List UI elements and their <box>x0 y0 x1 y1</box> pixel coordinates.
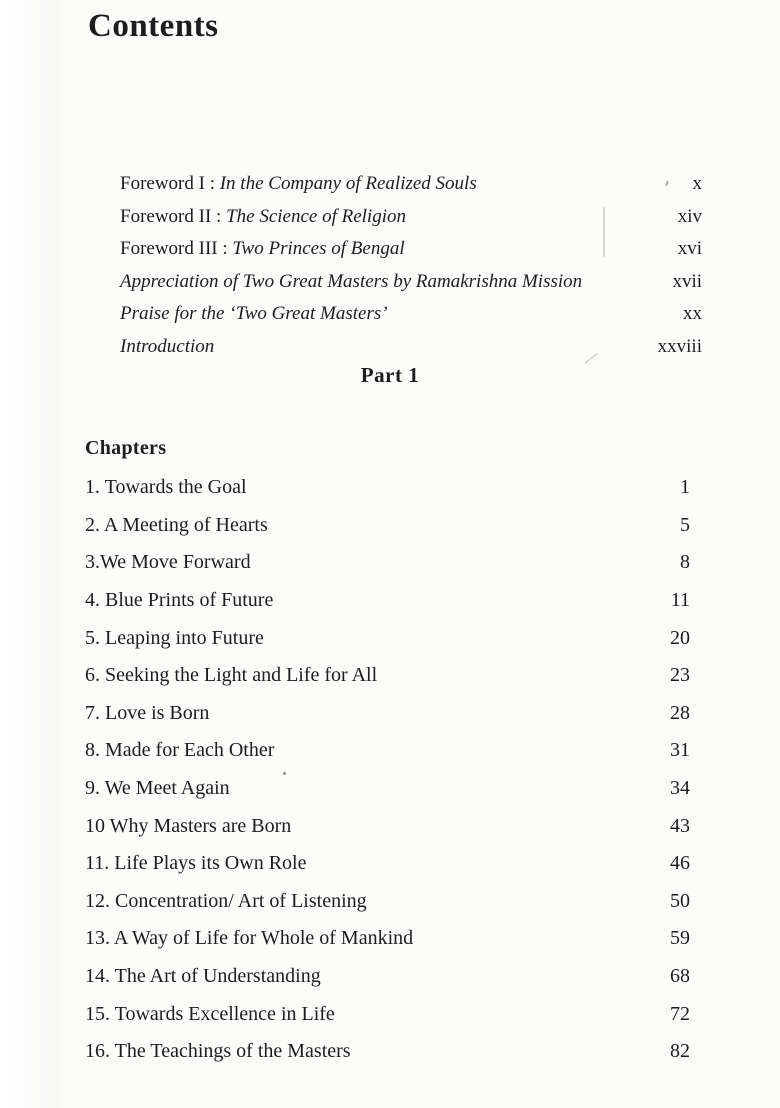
entry-title <box>120 336 214 358</box>
scan-artifact-dot <box>283 772 286 775</box>
entry-title-italic: Two Princes of Bengal <box>232 238 405 260</box>
chapter-page-number: 31 <box>670 739 690 762</box>
chapter-page-number: 28 <box>670 701 690 724</box>
chapter-page-number: 46 <box>670 852 690 875</box>
chapter-entry <box>85 1033 690 1071</box>
entry-title-italic: Appreciation of Two Great Masters by Ramakrishna Mission <box>120 270 583 292</box>
entry-title <box>120 238 405 260</box>
chapters-heading: Chapters <box>85 437 167 459</box>
chapter-title: 7. Love is Born <box>85 701 210 724</box>
entry-title <box>120 271 582 293</box>
chapter-title: 13. A Way of Life for Whole of Mankind <box>85 927 414 950</box>
chapter-page-number: 50 <box>670 889 690 912</box>
chapter-page-number: 1 <box>680 476 690 499</box>
front-matter-entry <box>120 266 702 299</box>
entry-title-italic: Praise for the ‘Two Great Masters’ <box>120 303 388 325</box>
chapter-page-number: 82 <box>670 1040 690 1063</box>
chapter-entry <box>85 770 690 808</box>
chapter-title: 6. Seeking the Light and Life for All <box>85 664 378 687</box>
chapter-entry <box>85 469 690 507</box>
entry-prefix: Foreword III : <box>120 238 233 260</box>
chapter-title: 8. Made for Each Other <box>85 739 275 762</box>
chapter-title: 14. The Art of Understanding <box>85 965 321 988</box>
entry-title-italic: The Science of Religion <box>226 205 406 227</box>
chapter-entry <box>85 695 690 733</box>
chapter-list <box>85 469 690 1071</box>
chapter-page-number: 8 <box>680 551 690 574</box>
chapter-title: 3.We Move Forward <box>85 551 251 574</box>
chapter-page-number: 23 <box>670 664 690 687</box>
chapter-title: 11. Life Plays its Own Role <box>85 852 307 875</box>
front-matter-entry <box>120 298 702 331</box>
front-matter-entry <box>120 201 702 234</box>
chapter-page-number: 11 <box>670 589 690 612</box>
chapter-entry <box>85 619 690 657</box>
entry-title-italic: Introduction <box>120 335 215 357</box>
part-heading: Part 1 <box>360 363 420 387</box>
chapter-page-number: 68 <box>670 965 690 988</box>
chapter-title: 12. Concentration/ Art of Listening <box>85 889 367 912</box>
scan-artifact-line <box>603 207 605 257</box>
chapter-page-number: 59 <box>670 927 690 950</box>
chapter-entry <box>85 507 690 545</box>
chapter-page-number: 72 <box>670 1002 690 1025</box>
chapter-entry <box>85 995 690 1033</box>
chapter-title: 4. Blue Prints of Future <box>85 589 274 612</box>
entry-title <box>120 303 388 325</box>
chapter-page-number: 43 <box>670 814 690 837</box>
chapter-title: 2. A Meeting of Hearts <box>85 513 268 536</box>
front-matter-entry <box>120 168 702 201</box>
chapter-page-number: 20 <box>670 626 690 649</box>
chapter-title: 15. Towards Excellence in Life <box>85 1002 335 1025</box>
chapter-entry <box>85 582 690 620</box>
chapter-page-number: 34 <box>670 777 690 800</box>
entry-page-number: xvi <box>677 238 702 260</box>
chapter-entry <box>85 807 690 845</box>
entry-prefix: Foreword I : <box>120 173 220 195</box>
chapter-entry <box>85 657 690 695</box>
chapter-title: 5. Leaping into Future <box>85 626 264 649</box>
entry-page-number: x <box>692 173 702 195</box>
chapter-title: 10 Why Masters are Born <box>85 814 292 837</box>
chapter-title: 9. We Meet Again <box>85 777 230 800</box>
chapter-entry <box>85 883 690 921</box>
chapter-entry <box>85 732 690 770</box>
entry-page-number: xvii <box>672 270 702 292</box>
page-title: Contents <box>88 8 219 44</box>
front-matter-list <box>120 168 702 363</box>
entry-title <box>120 173 477 195</box>
entry-page-number: xiv <box>677 205 702 227</box>
chapter-title: 16. The Teachings of the Masters <box>85 1040 351 1063</box>
entry-title-italic: In the Company of Realized Souls <box>219 173 477 195</box>
entry-title <box>120 206 406 228</box>
chapter-title: 1. Towards the Goal <box>85 476 247 499</box>
chapter-entry <box>85 920 690 958</box>
chapter-entry <box>85 544 690 582</box>
chapter-page-number: 5 <box>680 513 690 536</box>
front-matter-entry <box>120 331 702 364</box>
front-matter-entry <box>120 233 702 266</box>
entry-page-number: xx <box>683 303 702 325</box>
entry-page-number: xxviii <box>657 335 702 357</box>
chapter-entry <box>85 845 690 883</box>
entry-prefix: Foreword II : <box>120 205 227 227</box>
chapter-entry <box>85 958 690 996</box>
